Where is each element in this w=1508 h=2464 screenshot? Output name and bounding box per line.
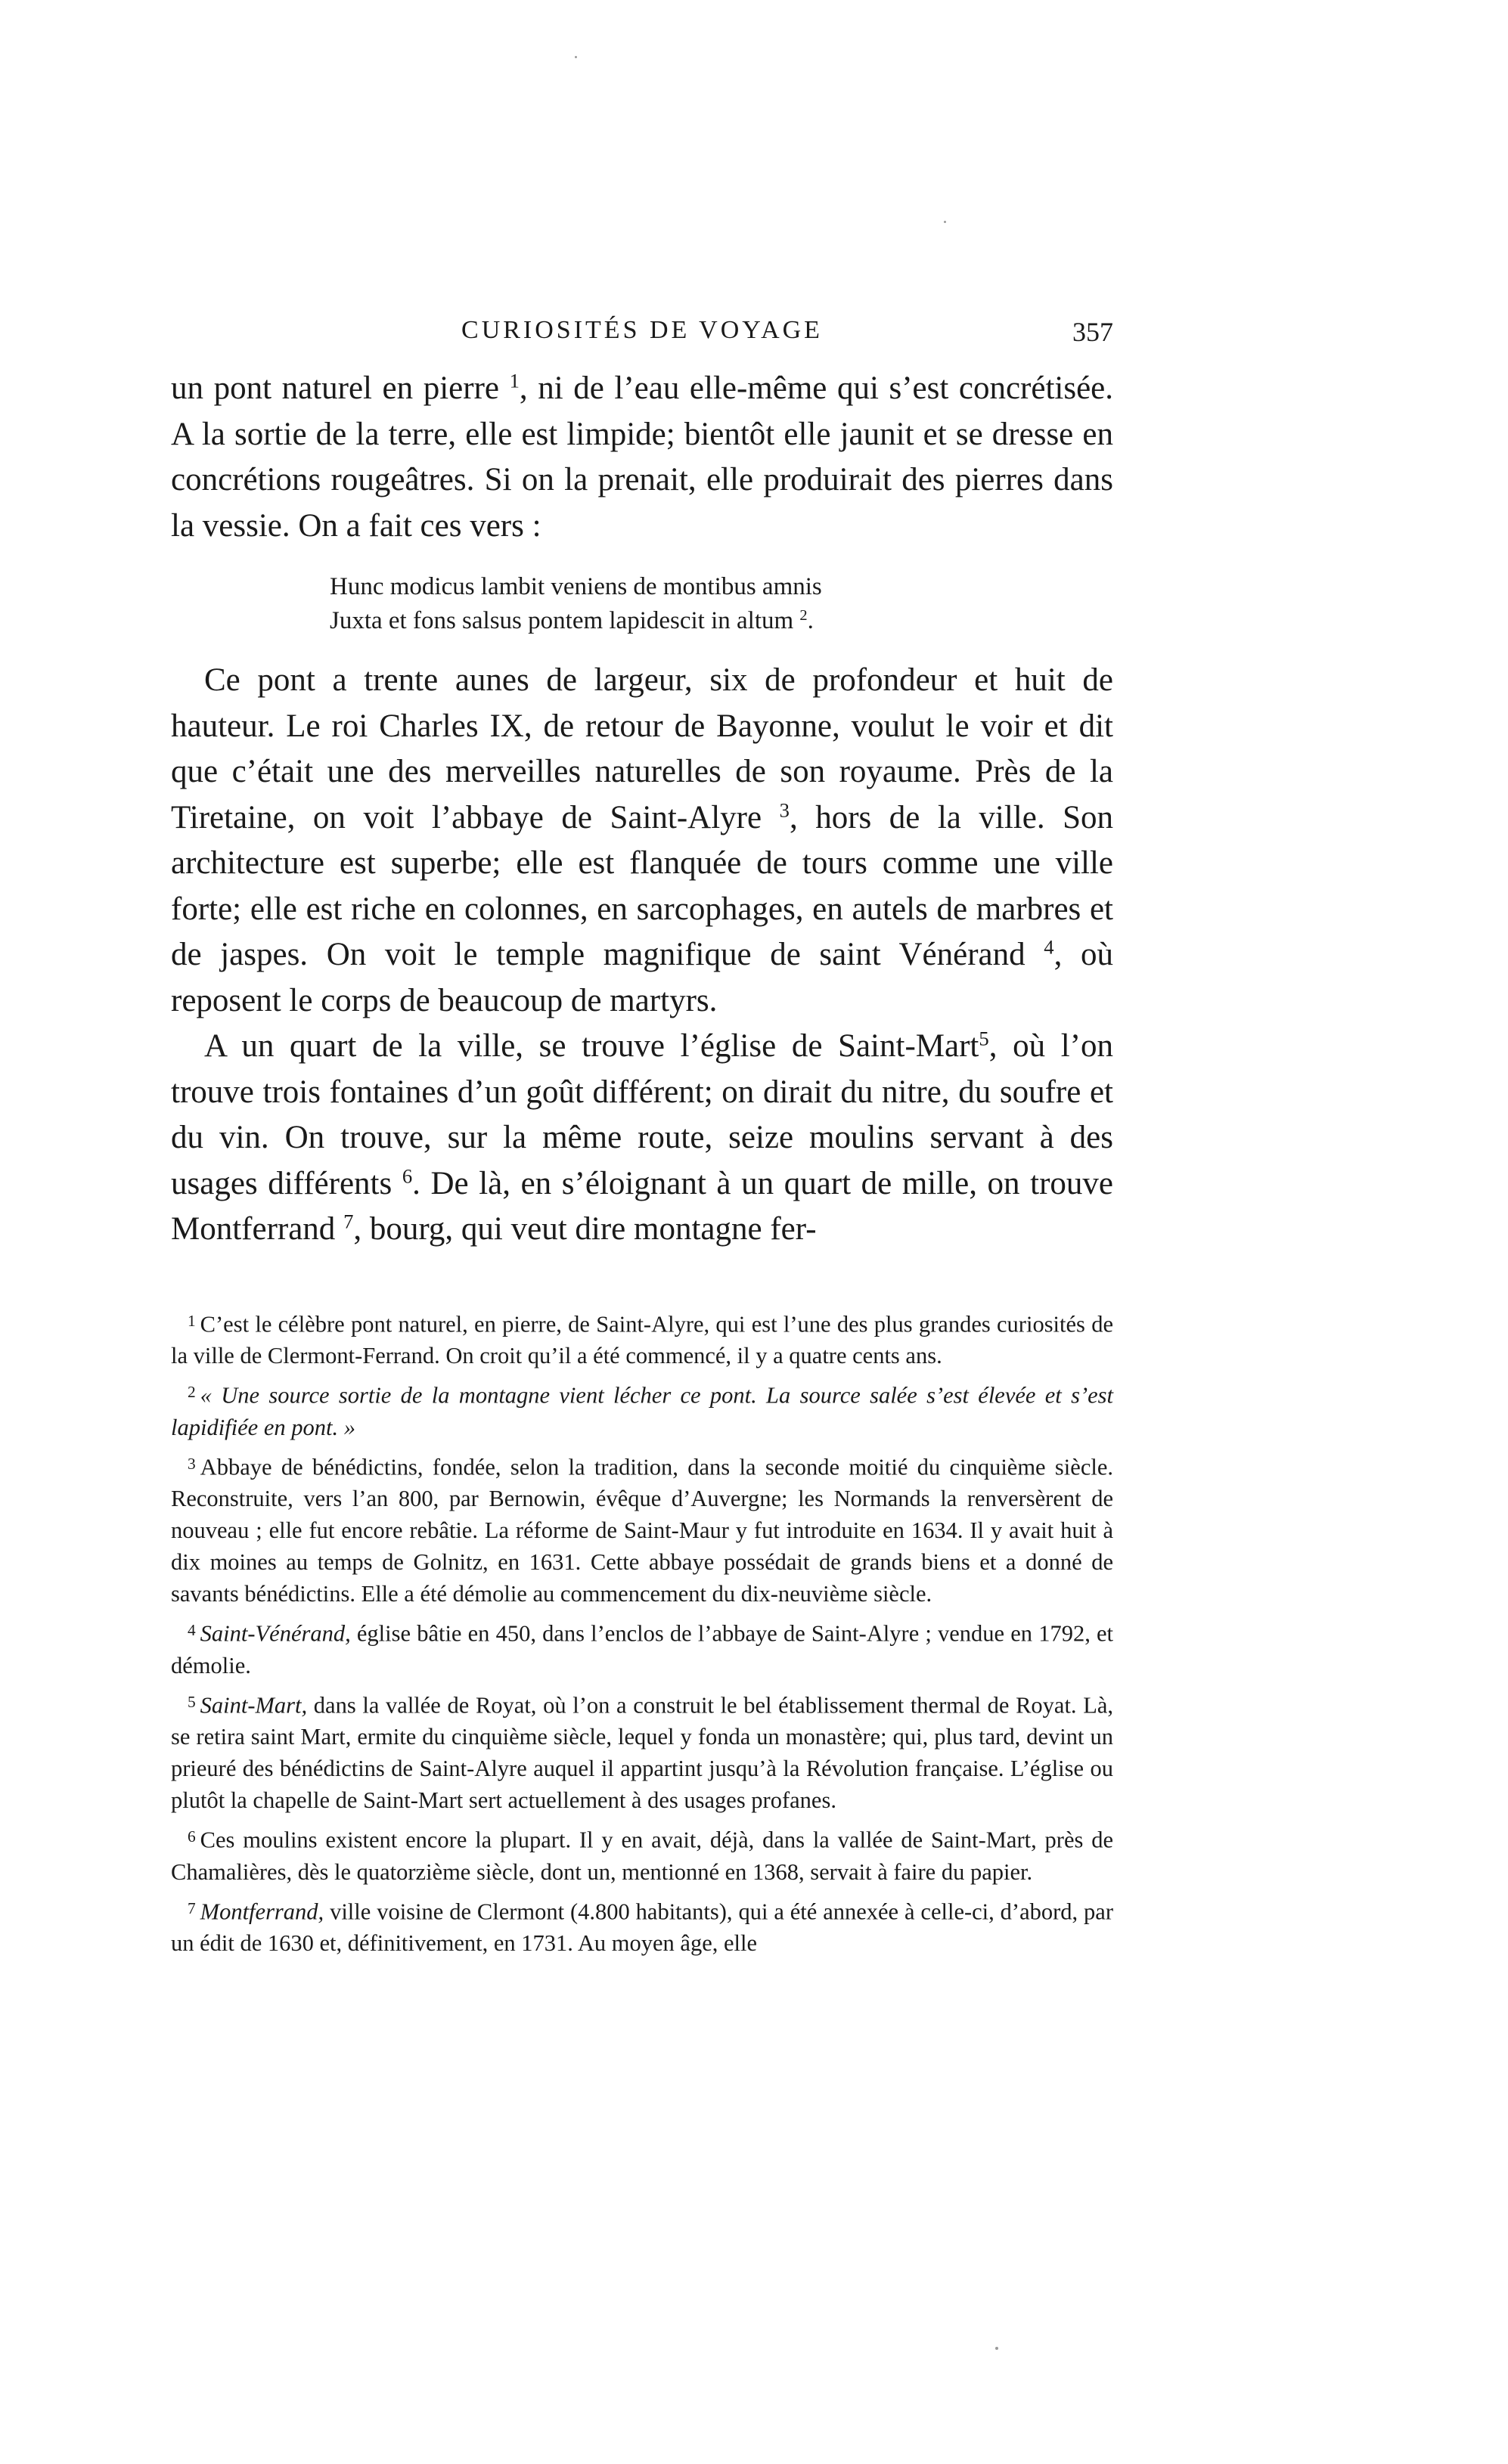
footnote-5: $^5$ Saint-Mart, dans la vallée de Royat, où l’on a construit le bel établissement thermal de Royat. Là, se retira saint Mart, ermite du cinquième siècle, lequel y fonda un monastère; qui, plus tard, devint un prieuré des bénédictins de Saint-Alyre auquel il appartint jusqu’à la Révolution française. L’église ou plutôt la chapelle de Saint-Mart sert actuellement à des usages profanes. xyxy=(171,1692,1113,1814)
footnote-ref: 4 xyxy=(1044,935,1054,959)
footnotes xyxy=(171,1305,1113,1963)
footnote-ref: 3 xyxy=(779,798,790,821)
verse-line: Juxta et fons salsus pontem lapidescit in altum $^2$. xyxy=(330,606,814,634)
footnote-ref: 7 xyxy=(343,1210,354,1233)
footnote-marker: 3 xyxy=(188,1454,196,1473)
footnote-3: $^3$ Abbaye de bénédictins, fondée, selon la tradition, dans la seconde moitié du cinquième siècle. Reconstruite, vers l’an 800, par Bernowin, évêque d’Auvergne; les Normands la renversèrent de nouveau ; elle fut encore rebâtie. La réforme de Saint-Maur y fut introduite en 1634. Il y avait huit à dix moines au temps de Golnitz, en 1631. Cette abbaye possédait de grands biens et a donné de savants bénédictins. Elle a été démolie au commencement du dix-neuvième siècle. xyxy=(171,1454,1113,1607)
footnote-marker: 2 xyxy=(188,1383,196,1402)
verse-line: Hunc modicus lambit veniens de montibus amnis xyxy=(330,573,822,600)
running-title: CURIOSITÉS DE VOYAGE xyxy=(461,316,823,344)
footnote-ref: 1 xyxy=(509,369,520,392)
footnote-2: $^2$ « Une source sortie de la montagne vient lécher ce pont. La source salée s’est élevée et s’est lapidifiée en pont. » xyxy=(171,1382,1113,1440)
footnote-marker: 7 xyxy=(188,1898,196,1917)
paragraph: un pont naturel en pierre $^1$, ni de l’eau elle-même qui s’est concrétisée. A la sortie de la terre, elle est limpide; bientôt elle jaunit et se dresse en concrétions rougeâtres. Si on la prenait, elle produirait des pierres dans la vessie. On a fait ces vers : xyxy=(171,369,1113,544)
footnote-marker: 1 xyxy=(188,1312,196,1330)
footnote-6: $^6$ Ces moulins existent encore la plupart. Il y en avait, déjà, dans la vallée de Saint-Mart, près de Chamalières, dès le quatorzième siècle, dont un, mentionné en 1368, servait à faire du papier. xyxy=(171,1827,1113,1885)
footnote-7: $^7$ Montferrand, ville voisine de Clermont (4.800 habitants), qui a été annexée à celle-ci, d’abord, par un édit de 1630 et, définitivement, en 1731. Au moyen âge, elle xyxy=(171,1898,1113,1957)
page-header xyxy=(171,316,1113,358)
footnote-marker: 6 xyxy=(188,1827,196,1846)
latin-verse xyxy=(330,570,1113,638)
footnote-marker: 4 xyxy=(188,1621,196,1640)
footnote-marker: 5 xyxy=(188,1692,196,1711)
ink-speck xyxy=(944,221,946,223)
paragraph: A un quart de la ville, se trouve l’église de Saint-Mart$^5$, où l’on trouve trois fontaines d’un goût différent; on dirait du nitre, du soufre et du vin. On trouve, sur la même route, seize moulins servant à des usages différents $^6$. De là, en s’éloignant à un quart de mille, on trouve Montferrand $^7$, bourg, qui veut dire montagne fer- xyxy=(171,1027,1113,1247)
page-number: 357 xyxy=(1072,317,1113,347)
footnote-4: $^4$ Saint-Vénérand, église bâtie en 450, dans l’enclos de l’abbaye de Saint-Alyre ; vendue en 1792, et démolie. xyxy=(171,1620,1113,1678)
footnote-ref: 2 xyxy=(799,606,808,624)
footnote-ref: 5 xyxy=(979,1027,989,1050)
ink-speck xyxy=(575,56,577,58)
footnote-1: $^1$ C’est le célèbre pont naturel, en pierre, de Saint-Alyre, qui est l’une des plus grandes curiosités de la ville de Clermont-Ferrand. On croit qu’il a été commencé, il y a quatre cents ans. xyxy=(171,1311,1113,1369)
footnote-ref: 6 xyxy=(402,1164,413,1187)
main-text xyxy=(171,366,1113,1253)
ink-speck xyxy=(995,2347,998,2350)
paragraph: Ce pont a trente aunes de largeur, six de profondeur et huit de hauteur. Le roi Charles IX, de retour de Bayonne, voulut le voir et dit que c’était une des merveilles naturelles de son royaume. Près de la Tiretaine, on voit l’abbaye de Saint-Alyre $^3$, hors de la ville. Son architecture est superbe; elle est flanquée de tours comme une ville forte; elle est riche en colonnes, en sarcophages, en autels de marbres et de jaspes. On voit le temple magnifique de saint Vénérand $^4$, où reposent le corps de beaucoup de martyrs. xyxy=(171,662,1113,1018)
